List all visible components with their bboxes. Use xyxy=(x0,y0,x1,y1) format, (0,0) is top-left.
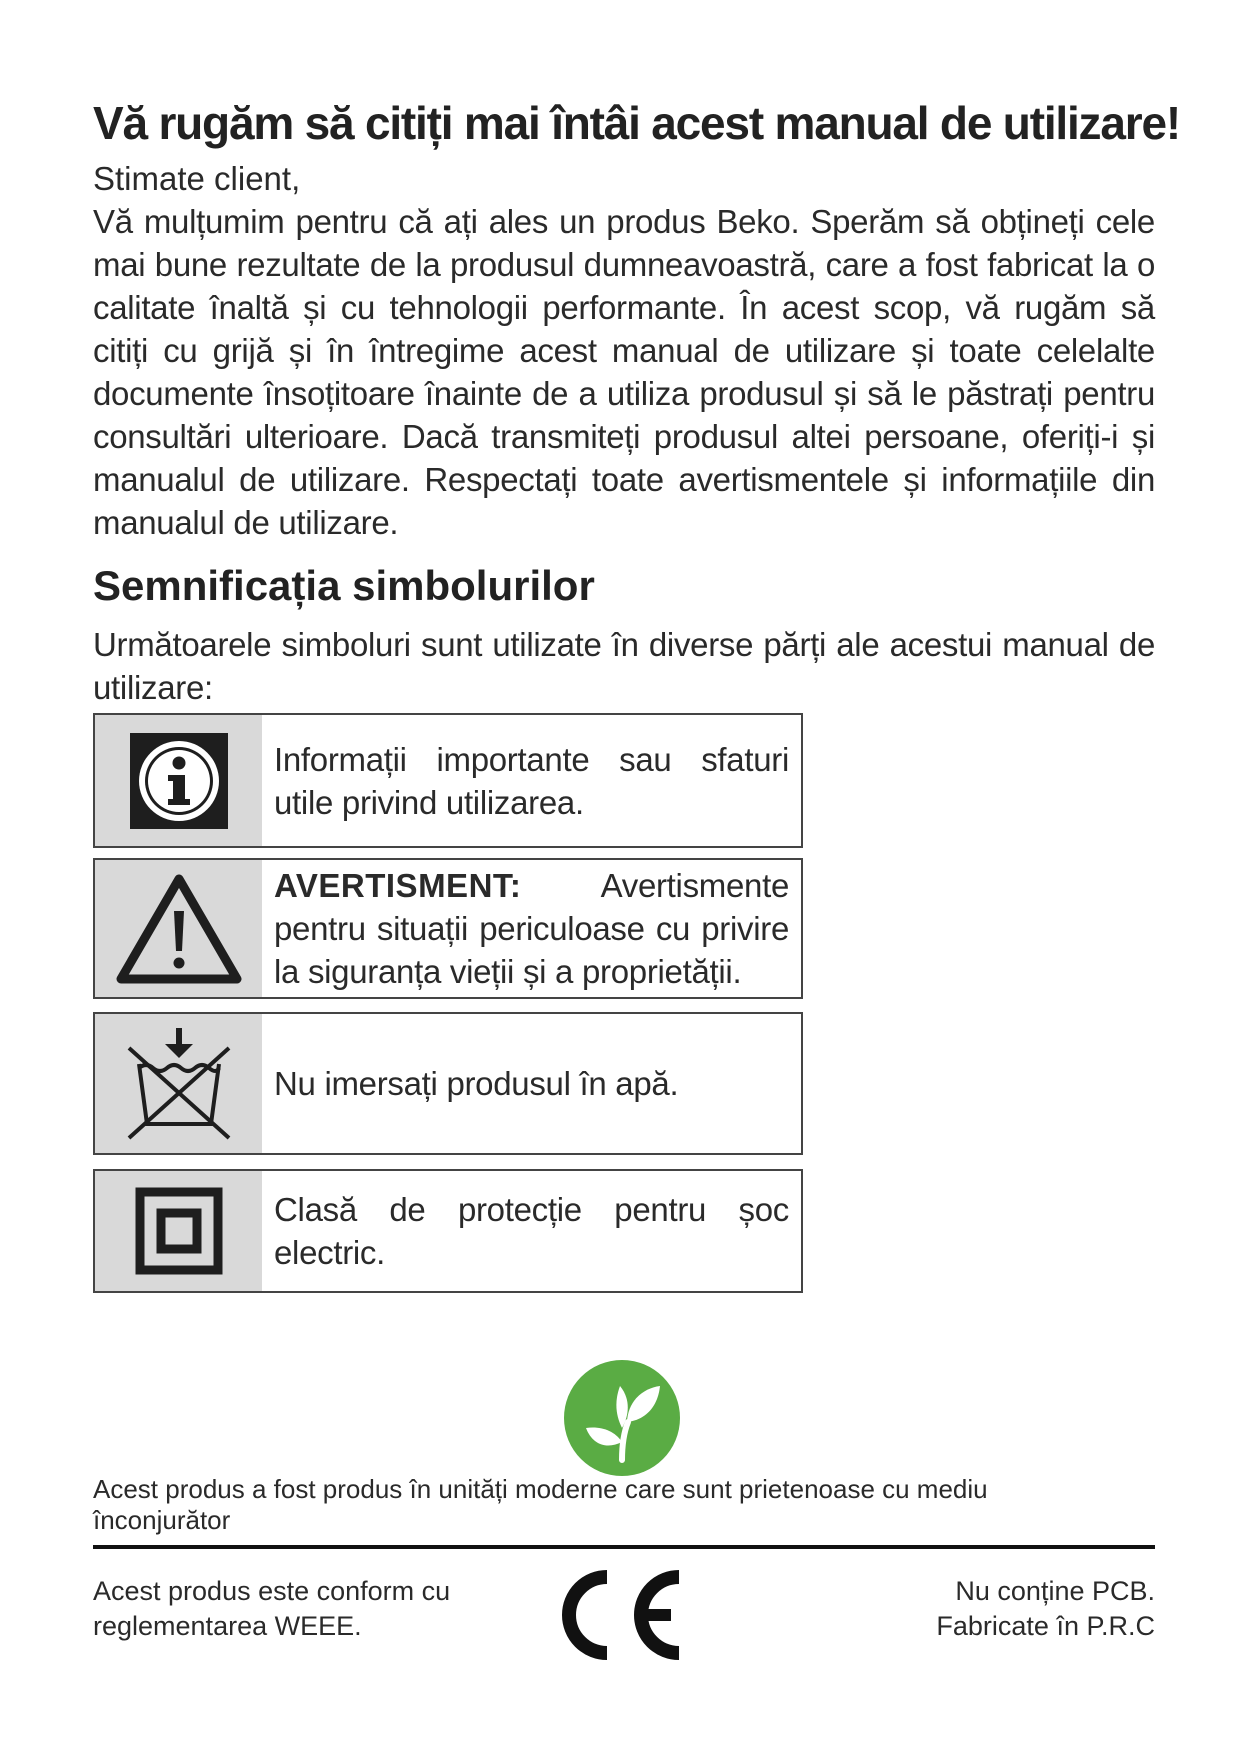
leaf-icon xyxy=(564,1360,680,1476)
symbol-text: Clasă de protecție pentru șoc electric. xyxy=(274,1191,789,1271)
warning-label: AVERTISMENT: xyxy=(274,867,522,904)
intro-paragraph: Vă mulțumim pentru că ați ales un produs Beko. Sperăm să obțineți cele mai bune rezultate de la produsul dumneavoastră, care a fost fabricat la o calitate înaltă și cu tehnologii performante. În acest scop, vă rugăm să citiți cu grijă și în întregime acest manual de utilizare și toate celelalte documente însoțitoare înainte de a utiliza produsul și să le păstrați pentru consultări ulterioare. Dacă transmiteți produsul altei persoane, oferiți-i și manualul de utilizare. Respectați toate avertismentele și informațiile din manualul de utilizare. xyxy=(93,203,1155,542)
no-immersion-icon xyxy=(123,1024,235,1144)
symbol-row-protection-class xyxy=(93,1169,803,1293)
symbol-row-info xyxy=(93,713,803,848)
double-insulation-icon xyxy=(135,1187,223,1275)
symbol-text: Nu imersați produsul în apă. xyxy=(274,1065,679,1102)
pcb-statement xyxy=(855,1574,1155,1644)
symbol-row-no-immersion xyxy=(93,1012,803,1155)
symbol-icon-cell xyxy=(95,1171,262,1291)
ce-mark-icon xyxy=(555,1565,687,1665)
symbol-icon-cell xyxy=(95,715,262,846)
section-intro-symbols: Următoarele simboluri sunt utilizate în diverse părți ale acestui manual de utilizare: xyxy=(93,625,1155,706)
pcb-line-1: Nu conține PCB. xyxy=(955,1576,1155,1606)
salutation: Stimate client, xyxy=(93,160,301,198)
weee-statement xyxy=(93,1574,513,1644)
weee-line-1: Acest produs este conform cu xyxy=(93,1576,451,1606)
origin-line: Fabricate în P.R.C xyxy=(936,1611,1155,1641)
page-title: Vă rugăm să citiți mai întâi acest manual de utilizare! xyxy=(93,97,1180,149)
symbol-text: Avertismente pentru situații periculoase cu privire la siguranța vieții și a proprietății. xyxy=(274,867,789,990)
symbol-icon-cell xyxy=(95,1014,262,1153)
symbol-text: Informații importante sau sfaturi utile privind utilizarea. xyxy=(274,740,789,821)
page-content xyxy=(93,96,1180,709)
warning-triangle-icon xyxy=(113,871,245,987)
divider xyxy=(93,1545,1155,1549)
symbol-row-warning xyxy=(93,858,803,999)
symbol-icon-cell xyxy=(95,860,262,997)
weee-line-2: reglementarea WEEE. xyxy=(93,1611,362,1641)
section-title-symbols: Semnificația simbolurilor xyxy=(93,562,595,610)
info-icon xyxy=(130,733,228,829)
eco-statement: Acest produs a fost produs în unități moderne care sunt prietenoase cu mediu înconjurător xyxy=(93,1474,988,1535)
